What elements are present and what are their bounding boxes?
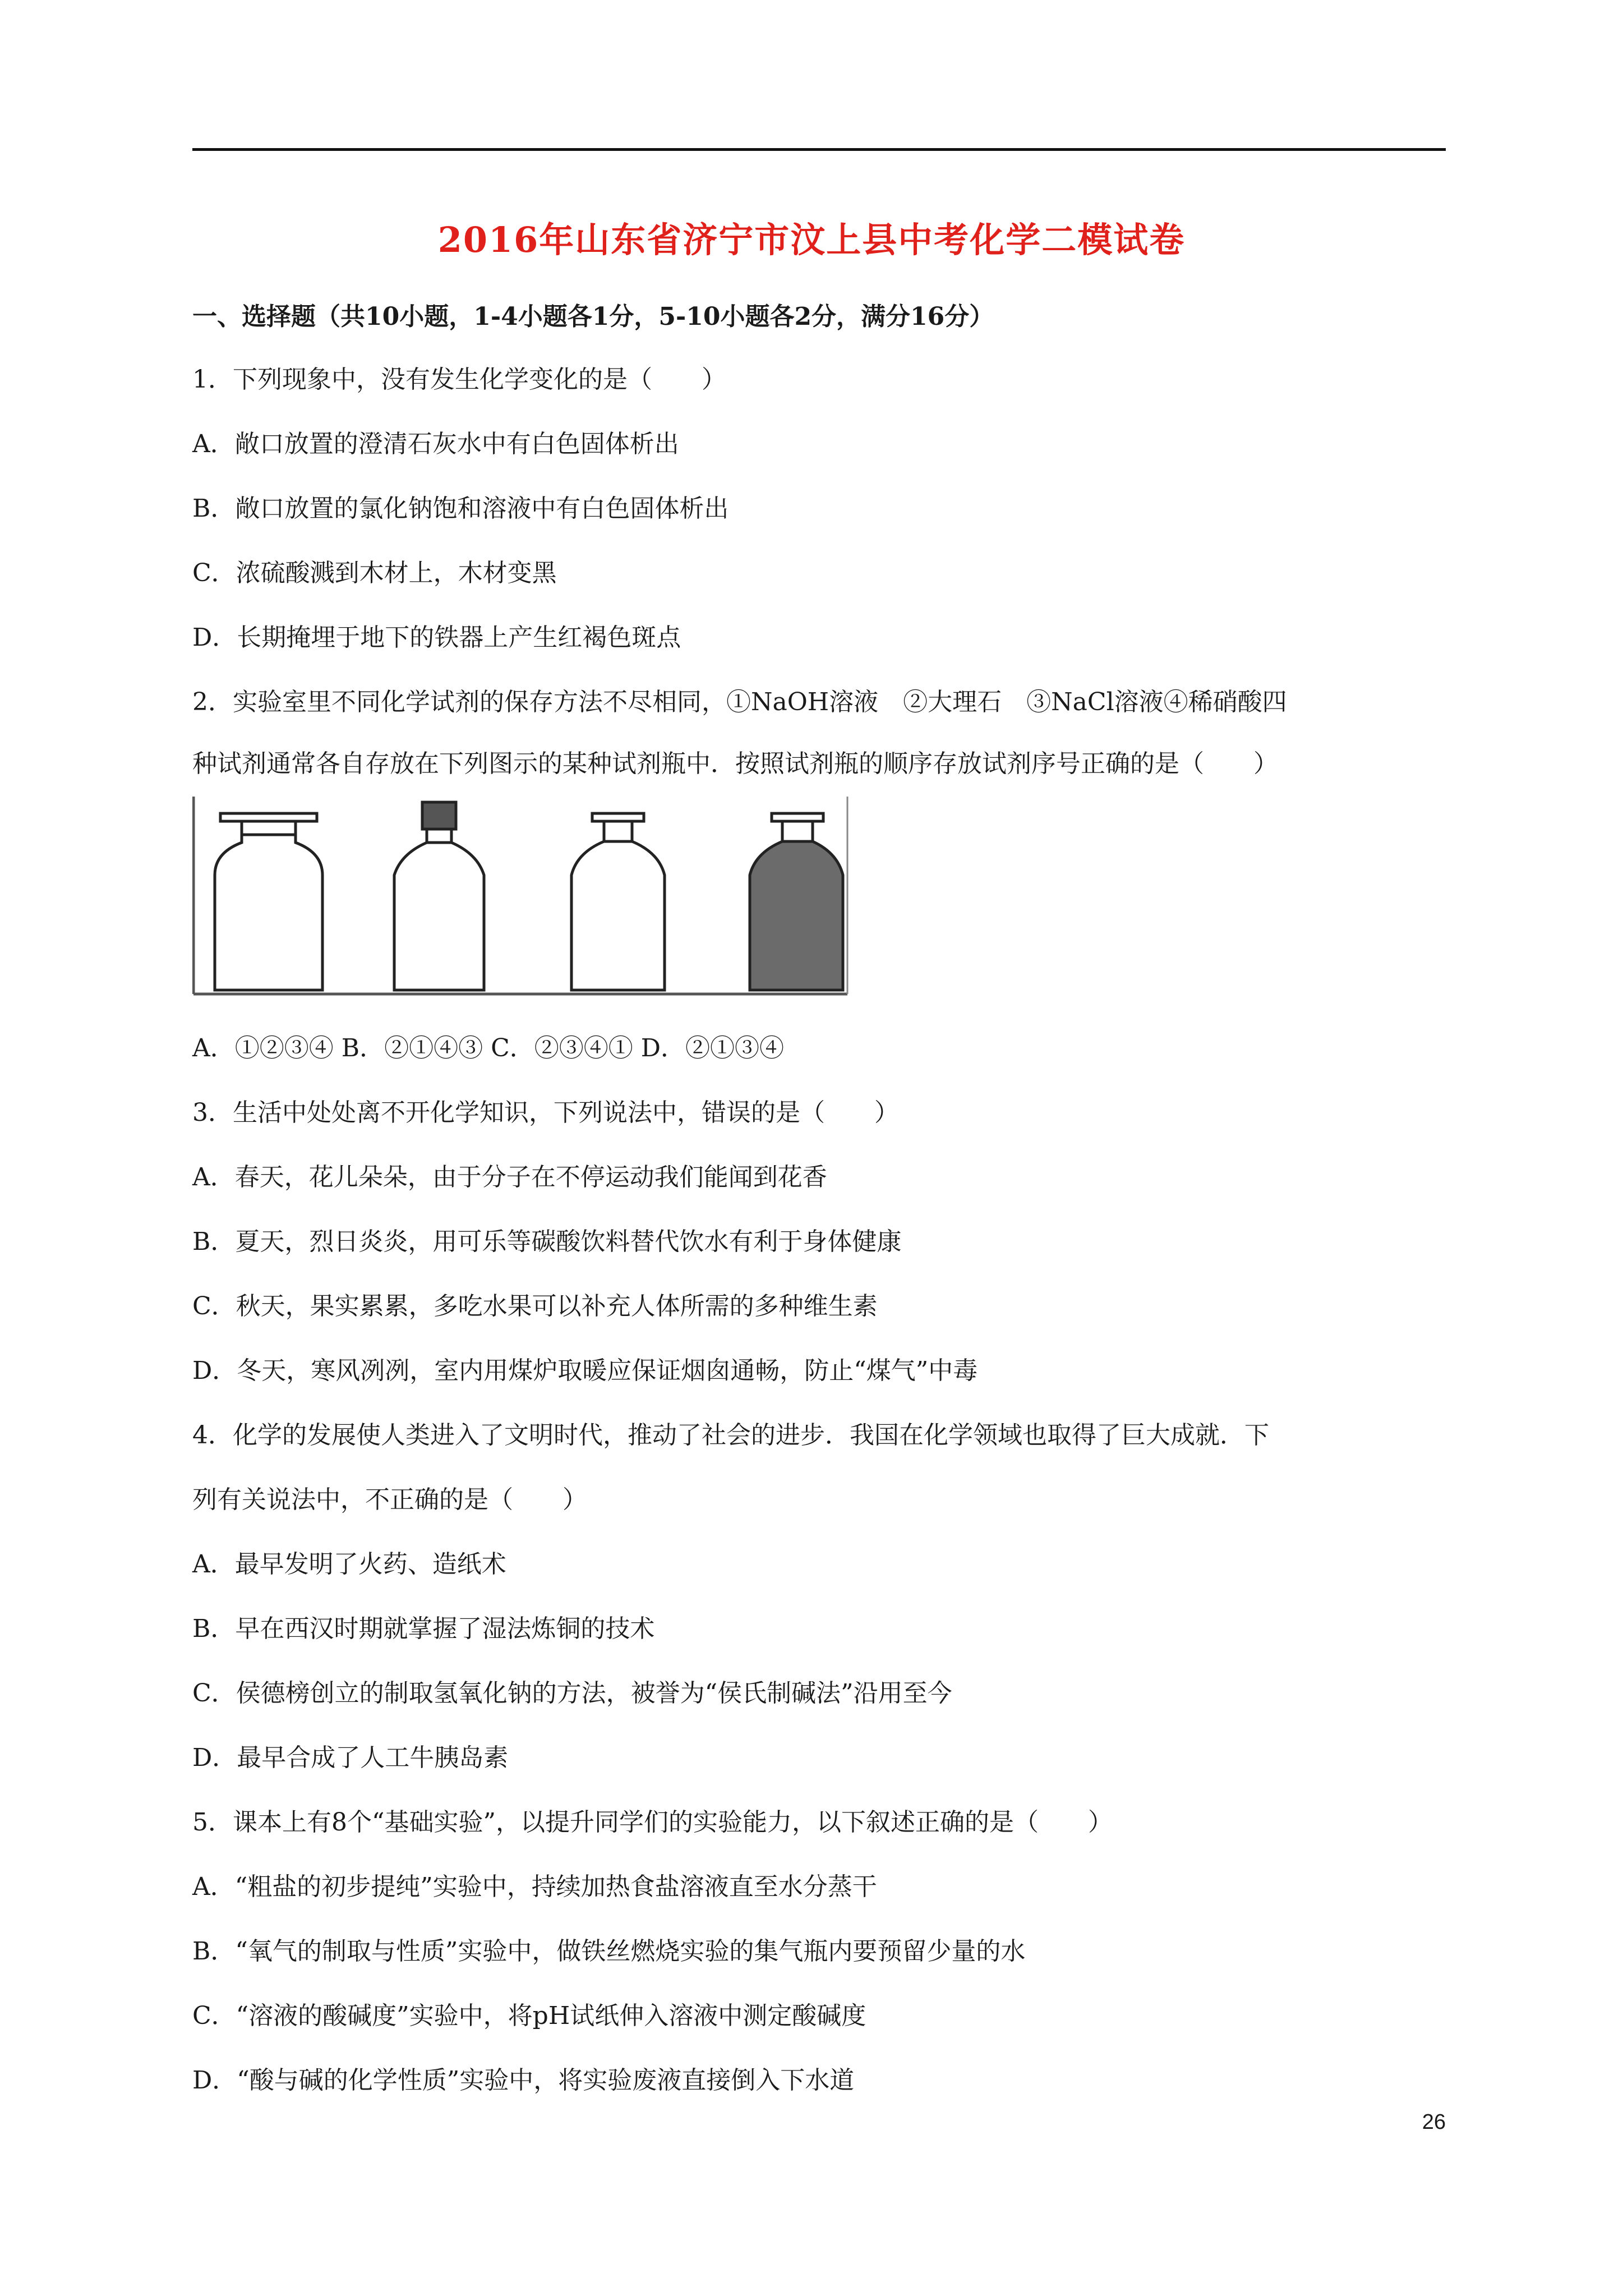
question-5-option-d: D．“酸与碱的化学性质”实验中，将实验废液直接倒入下水道 [192,2066,855,2095]
question-3-stem: 3．生活中处处离不开化学知识，下列说法中，错误的是（ ） [192,1098,899,1127]
question-1-stem: 1．下列现象中，没有发生化学变化的是（ ） [192,365,726,394]
wide-mouth-clear-bottle-icon [215,813,322,990]
question-1-option-b: B．敞口放置的氯化钠饱和溶液中有白色固体析出 [192,494,729,523]
question-3-option-a: A．春天，花儿朵朵，由于分子在不停运动我们能闻到花香 [192,1163,827,1191]
question-2-stem-line-1: 2．实验室里不同化学试剂的保存方法不尽相同，①NaOH溶液 ②大理石 ③NaCl溶液④稀硝酸四 [192,688,1287,716]
narrow-mouth-brown-bottle-icon [750,813,843,990]
question-3-option-c: C．秋天，果实累累，多吃水果可以补充人体所需的多种维生素 [192,1292,878,1320]
question-2-options: A．①②③④ B．②①④③ C．②③④① D．②①③④ [192,1034,785,1062]
question-4-option-a: A．最早发明了火药、造纸术 [192,1550,506,1579]
question-1-option-c: C．浓硫酸溅到木材上，木材变黑 [192,559,557,587]
question-1-option-d: D．长期掩埋于地下的铁器上产生红褐色斑点 [192,623,681,652]
reagent-bottles-figure [192,791,854,996]
narrow-mouth-clear-bottle-icon [571,813,665,990]
question-5-option-b: B．“氧气的制取与性质”实验中，做铁丝燃烧实验的集气瓶内要预留少量的水 [192,1937,1026,1966]
question-4-stem-line-1: 4．化学的发展使人类进入了文明时代，推动了社会的进步．我国在化学领域也取得了巨大成就．下 [192,1421,1269,1450]
question-5-option-a: A．“粗盐的初步提纯”实验中，持续加热食盐溶液直至水分蒸干 [192,1872,877,1901]
narrow-mouth-rubber-stopper-bottle-icon [394,802,484,990]
question-4-option-d: D．最早合成了人工牛胰岛素 [192,1743,509,1772]
question-3-option-d: D．冬天，寒风冽冽，室内用煤炉取暖应保证烟囱通畅，防止“煤气”中毒 [192,1356,978,1385]
header-rule [192,148,1446,151]
question-4-option-c: C．侯德榜创立的制取氢氧化钠的方法，被誉为“侯氏制碱法”沿用至今 [192,1679,952,1708]
question-3-option-b: B．夏天，烈日炎炎，用可乐等碳酸饮料替代饮水有利于身体健康 [192,1227,902,1256]
question-5-option-c: C．“溶液的酸碱度”实验中，将pH试纸伸入溶液中测定酸碱度 [192,2001,866,2030]
question-1-option-a: A．敞口放置的澄清石灰水中有白色固体析出 [192,430,679,458]
section-heading: 一、选择题（共10小题，1-4小题各1分，5-10小题各2分，满分16分） [192,302,994,331]
question-5-stem: 5．课本上有8个“基础实验”，以提升同学们的实验能力，以下叙述正确的是（ ） [192,1808,1113,1837]
question-2-stem-line-2: 种试剂通常各自存放在下列图示的某种试剂瓶中．按照试剂瓶的顺序存放试剂序号正确的是（ ） [192,749,1278,778]
question-4-option-b: B．早在西汉时期就掌握了湿法炼铜的技术 [192,1614,655,1643]
page-title: 2016年山东省济宁市汶上县中考化学二模试卷 [437,219,1186,260]
question-4-stem-line-2: 列有关说法中，不正确的是（ ） [192,1485,587,1514]
page-number: 26 [1422,2110,1446,2134]
